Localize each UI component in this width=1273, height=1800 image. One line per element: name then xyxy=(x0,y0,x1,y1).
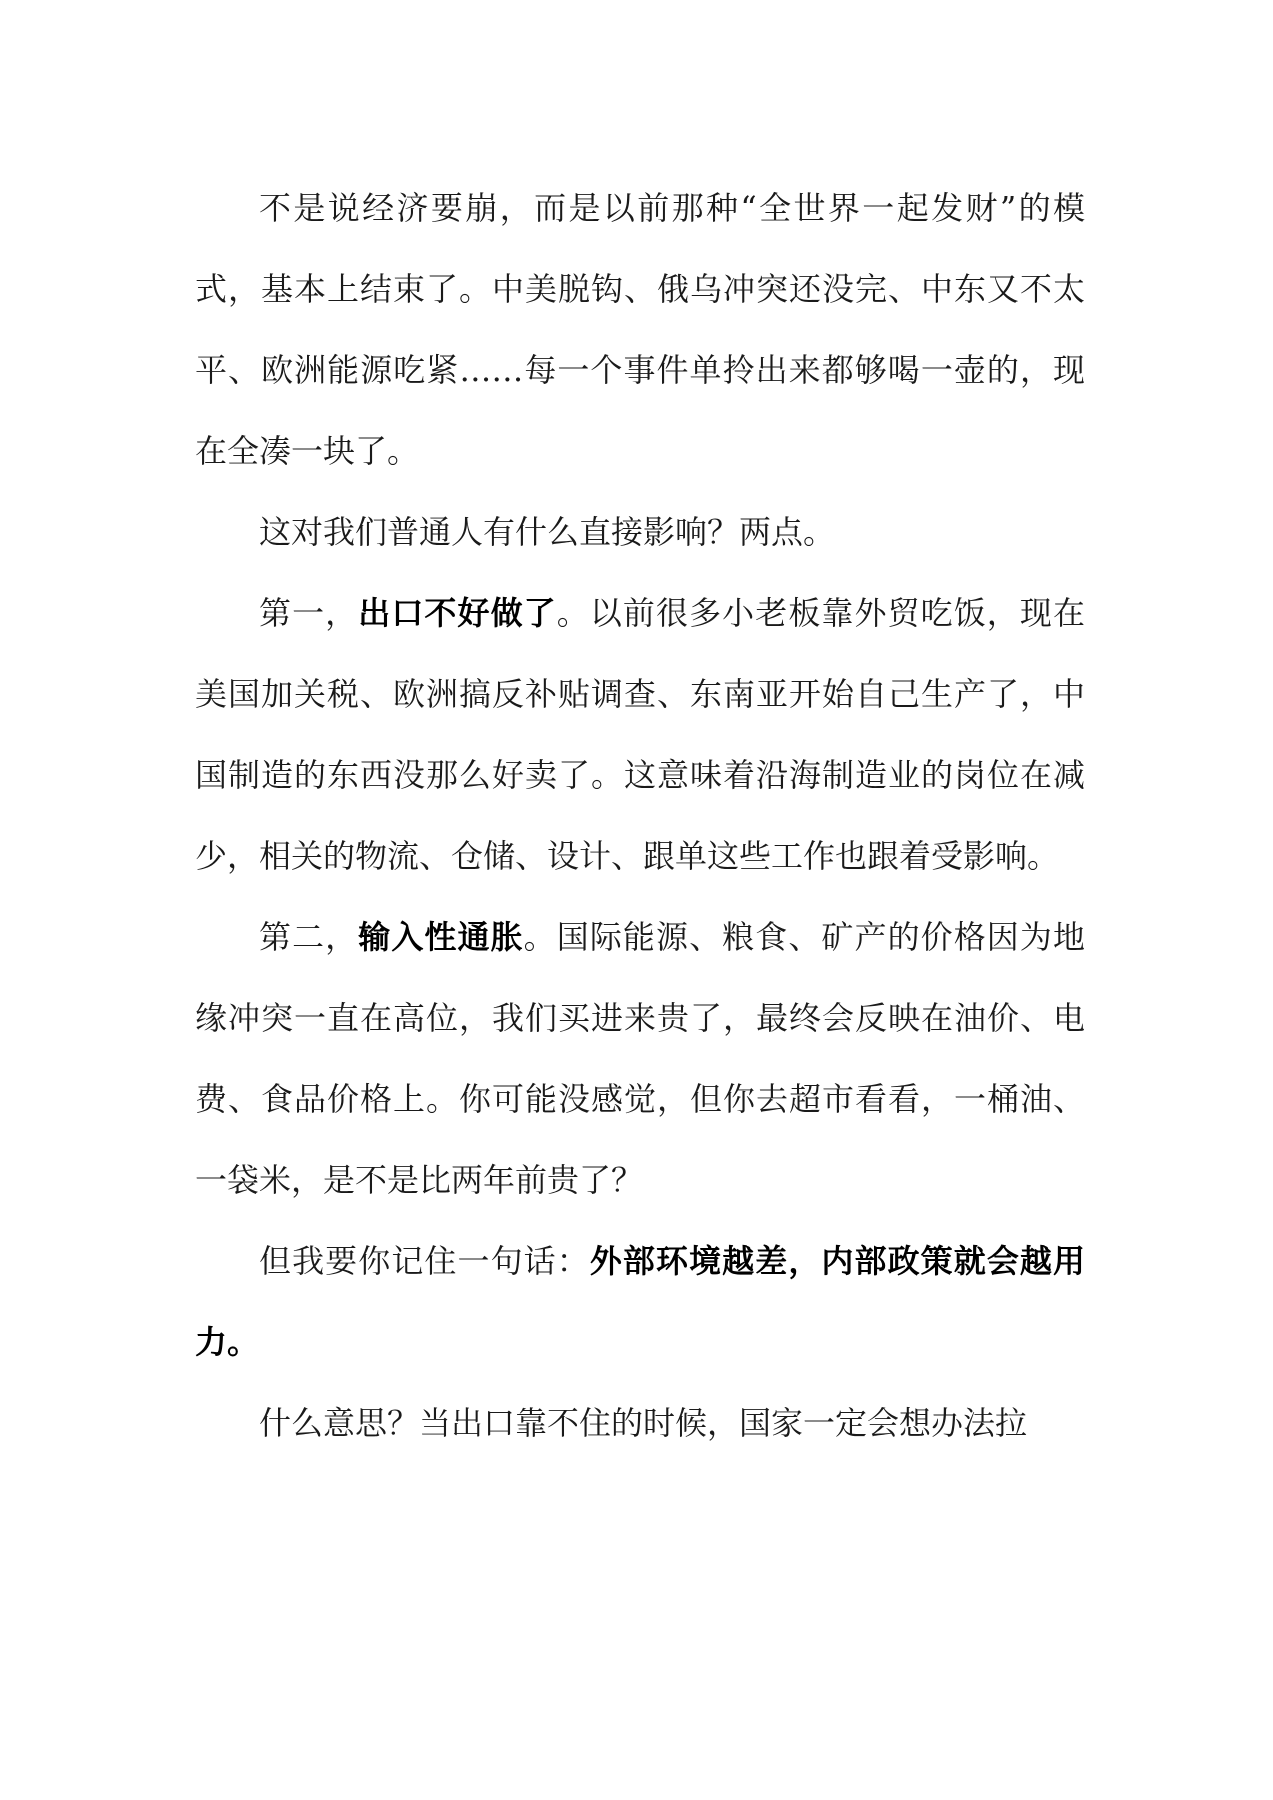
paragraph-text: 什么意思？当出口靠不住的时候，国家一定会想办法拉 xyxy=(259,1404,1028,1442)
key-sentence-intro: 但我要你记住一句话： xyxy=(259,1242,590,1280)
point-one-label: 第一， xyxy=(259,594,359,632)
paragraph-text: 不是说经济要崩，而是以前那种“全世界一起发财”的模式，基本上结束了。中美脱钩、俄乌冲突还没完、中东又不太平、欧洲能源吃紧……每一个事件单拎出来都够喝一壶的，现在全凑一块了。 xyxy=(195,189,1085,470)
point-two-heading: 输入性通胀 xyxy=(358,918,524,956)
paragraph-global-economy xyxy=(195,168,1085,492)
paragraph-key-sentence xyxy=(195,1221,1085,1383)
key-sentence-emphasis: 外部环境越差，内部政策就会越用力。 xyxy=(195,1242,1085,1361)
point-two-label: 第二， xyxy=(259,918,359,956)
point-one-heading: 出口不好做了 xyxy=(358,594,557,632)
paragraph-meaning xyxy=(195,1383,1085,1464)
document-body xyxy=(195,168,1085,1464)
paragraph-point-one xyxy=(195,573,1085,897)
paragraph-point-two xyxy=(195,897,1085,1221)
paragraph-impact-question xyxy=(195,492,1085,573)
point-two-text: 。国际能源、粮食、矿产的价格因为地缘冲突一直在高位，我们买进来贵了，最终会反映在油价、电费、食品价格上。你可能没感觉，但你去超市看看，一桶油、一袋米，是不是比两年前贵了？ xyxy=(195,918,1085,1199)
paragraph-text: 这对我们普通人有什么直接影响？两点。 xyxy=(259,513,836,551)
point-one-text: 。以前很多小老板靠外贸吃饭，现在美国加关税、欧洲搞反补贴调查、东南亚开始自己生产了，中国制造的东西没那么好卖了。这意味着沿海制造业的岗位在减少，相关的物流、仓储、设计、跟单这些工作也跟着受影响。 xyxy=(195,594,1085,875)
